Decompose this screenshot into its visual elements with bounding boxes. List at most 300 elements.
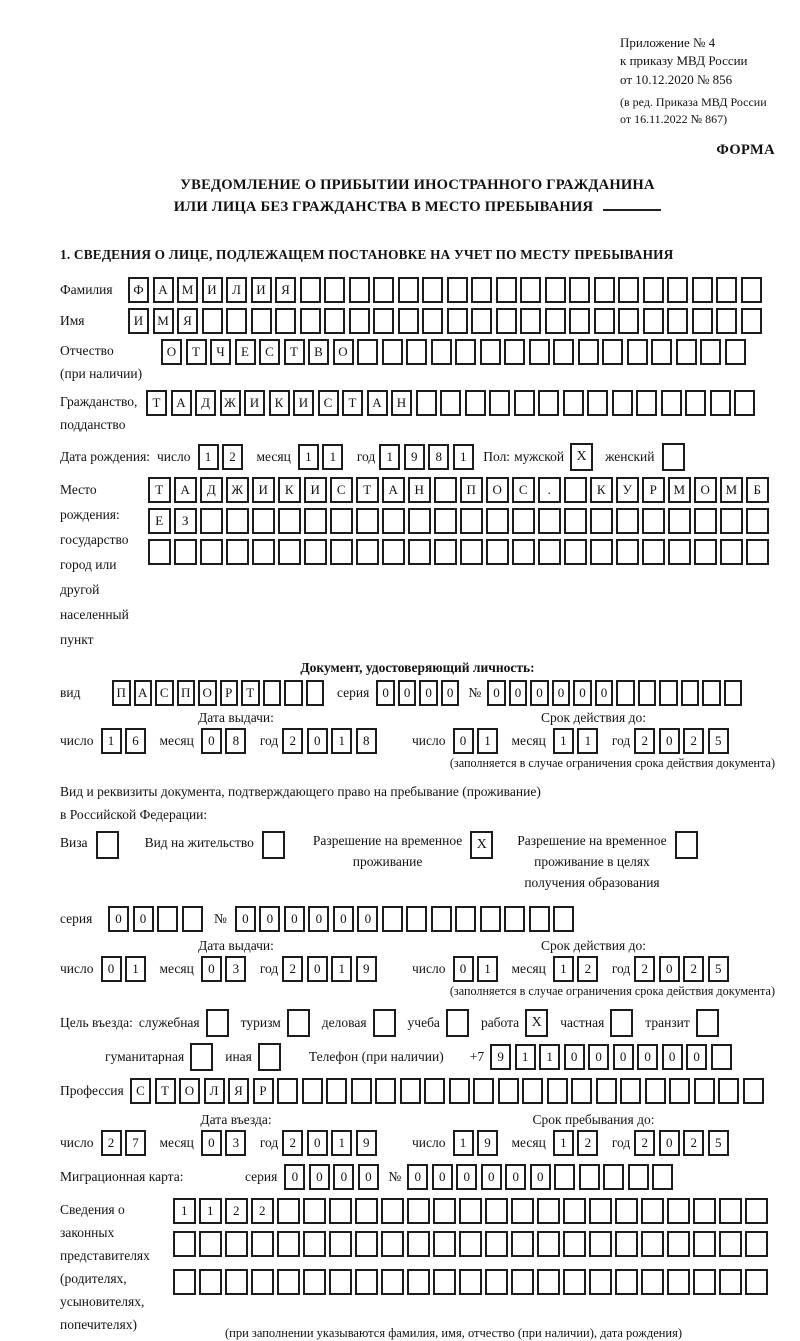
char-cell[interactable]: К <box>590 477 613 503</box>
char-cell[interactable]: О <box>198 680 217 706</box>
char-cell[interactable] <box>304 508 327 534</box>
char-cell[interactable]: 0 <box>398 680 417 706</box>
char-cell[interactable] <box>278 539 301 565</box>
char-cell[interactable]: С <box>330 477 353 503</box>
char-cell[interactable]: А <box>153 277 174 303</box>
char-cell[interactable]: Я <box>177 308 198 334</box>
char-cell[interactable]: И <box>244 390 265 416</box>
char-cell[interactable]: Т <box>356 477 379 503</box>
char-cell[interactable]: 0 <box>309 1164 330 1190</box>
char-cell[interactable] <box>200 539 223 565</box>
char-cell[interactable]: 0 <box>588 1044 609 1070</box>
char-cell[interactable] <box>511 1231 534 1257</box>
char-cell[interactable]: 2 <box>577 956 598 982</box>
char-cell[interactable] <box>718 1078 739 1104</box>
char-cell[interactable] <box>275 308 296 334</box>
char-cell[interactable] <box>594 277 615 303</box>
char-cell[interactable] <box>263 680 282 706</box>
char-cell[interactable] <box>485 1269 508 1295</box>
char-cell[interactable]: 2 <box>577 1130 598 1156</box>
char-cell[interactable] <box>589 1269 612 1295</box>
char-cell[interactable]: 9 <box>356 1130 377 1156</box>
char-cell[interactable]: 1 <box>322 444 343 470</box>
char-cell[interactable]: 1 <box>173 1198 196 1224</box>
char-cell[interactable]: 8 <box>225 728 246 754</box>
char-cell[interactable]: 1 <box>515 1044 536 1070</box>
char-cell[interactable]: Т <box>284 339 305 365</box>
char-cell[interactable] <box>537 1269 560 1295</box>
char-cell[interactable]: Е <box>235 339 256 365</box>
char-cell[interactable] <box>512 508 535 534</box>
char-cell[interactable]: 2 <box>683 956 704 982</box>
checkbox-tourism[interactable] <box>287 1009 310 1037</box>
char-cell[interactable] <box>594 308 615 334</box>
char-cell[interactable] <box>538 508 561 534</box>
char-cell[interactable]: 0 <box>530 1164 551 1190</box>
char-cell[interactable]: Я <box>275 277 296 303</box>
char-cell[interactable] <box>694 1078 715 1104</box>
char-cell[interactable]: 2 <box>225 1198 248 1224</box>
char-cell[interactable]: 0 <box>613 1044 634 1070</box>
char-cell[interactable] <box>434 477 457 503</box>
char-cell[interactable]: 0 <box>333 1164 354 1190</box>
char-cell[interactable] <box>545 308 566 334</box>
char-cell[interactable] <box>251 1231 274 1257</box>
char-cell[interactable]: Р <box>642 477 665 503</box>
char-cell[interactable]: 7 <box>125 1130 146 1156</box>
char-cell[interactable]: 2 <box>101 1130 122 1156</box>
char-cell[interactable]: 0 <box>201 956 222 982</box>
char-cell[interactable] <box>563 1198 586 1224</box>
char-cell[interactable]: П <box>177 680 196 706</box>
char-cell[interactable] <box>661 390 682 416</box>
char-cell[interactable] <box>545 277 566 303</box>
char-cell[interactable] <box>349 308 370 334</box>
char-cell[interactable]: 2 <box>683 728 704 754</box>
char-cell[interactable]: Я <box>228 1078 249 1104</box>
char-cell[interactable] <box>303 1269 326 1295</box>
char-cell[interactable] <box>356 508 379 534</box>
char-cell[interactable] <box>277 1198 300 1224</box>
char-cell[interactable] <box>651 339 672 365</box>
char-cell[interactable] <box>511 1198 534 1224</box>
char-cell[interactable] <box>537 1231 560 1257</box>
char-cell[interactable] <box>277 1078 298 1104</box>
char-cell[interactable]: Н <box>408 477 431 503</box>
char-cell[interactable]: 0 <box>481 1164 502 1190</box>
char-cell[interactable] <box>667 1269 690 1295</box>
char-cell[interactable]: 0 <box>456 1164 477 1190</box>
char-cell[interactable] <box>564 477 587 503</box>
char-cell[interactable]: Н <box>391 390 412 416</box>
char-cell[interactable]: 0 <box>637 1044 658 1070</box>
char-cell[interactable]: 1 <box>453 1130 474 1156</box>
char-cell[interactable] <box>564 508 587 534</box>
char-cell[interactable]: 2 <box>251 1198 274 1224</box>
char-cell[interactable] <box>537 1198 560 1224</box>
char-cell[interactable]: 1 <box>331 956 352 982</box>
char-cell[interactable]: 2 <box>282 728 303 754</box>
char-cell[interactable] <box>306 680 325 706</box>
char-cell[interactable]: П <box>460 477 483 503</box>
char-cell[interactable]: 1 <box>477 956 498 982</box>
char-cell[interactable] <box>685 390 706 416</box>
char-cell[interactable] <box>381 1231 404 1257</box>
char-cell[interactable]: М <box>177 277 198 303</box>
char-cell[interactable] <box>199 1231 222 1257</box>
char-cell[interactable] <box>277 1269 300 1295</box>
char-cell[interactable]: А <box>382 477 405 503</box>
char-cell[interactable] <box>226 539 249 565</box>
char-cell[interactable]: 9 <box>356 956 377 982</box>
char-cell[interactable]: 0 <box>358 1164 379 1190</box>
char-cell[interactable] <box>745 1231 768 1257</box>
char-cell[interactable] <box>538 539 561 565</box>
char-cell[interactable]: 0 <box>307 728 328 754</box>
char-cell[interactable]: 1 <box>539 1044 560 1070</box>
char-cell[interactable]: 0 <box>133 906 154 932</box>
char-cell[interactable] <box>716 308 737 334</box>
char-cell[interactable]: И <box>202 277 223 303</box>
char-cell[interactable]: 0 <box>453 956 474 982</box>
char-cell[interactable] <box>514 390 535 416</box>
char-cell[interactable]: 1 <box>577 728 598 754</box>
char-cell[interactable] <box>277 1231 300 1257</box>
char-cell[interactable] <box>693 1231 716 1257</box>
char-cell[interactable] <box>329 1269 352 1295</box>
char-cell[interactable] <box>302 1078 323 1104</box>
char-cell[interactable]: Т <box>146 390 167 416</box>
char-cell[interactable]: 0 <box>441 680 460 706</box>
char-cell[interactable]: Ч <box>210 339 231 365</box>
char-cell[interactable]: Д <box>195 390 216 416</box>
char-cell[interactable] <box>449 1078 470 1104</box>
char-cell[interactable] <box>741 277 762 303</box>
char-cell[interactable]: С <box>259 339 280 365</box>
char-cell[interactable] <box>668 508 691 534</box>
char-cell[interactable] <box>485 1198 508 1224</box>
char-cell[interactable]: 1 <box>553 728 574 754</box>
char-cell[interactable] <box>579 1164 600 1190</box>
char-cell[interactable]: 1 <box>379 444 400 470</box>
char-cell[interactable] <box>529 339 550 365</box>
char-cell[interactable] <box>330 508 353 534</box>
char-cell[interactable] <box>202 308 223 334</box>
char-cell[interactable]: К <box>278 477 301 503</box>
char-cell[interactable] <box>615 1231 638 1257</box>
char-cell[interactable] <box>157 906 178 932</box>
char-cell[interactable]: 0 <box>101 956 122 982</box>
char-cell[interactable]: 0 <box>509 680 528 706</box>
char-cell[interactable] <box>538 390 559 416</box>
char-cell[interactable] <box>553 339 574 365</box>
char-cell[interactable]: Т <box>241 680 260 706</box>
char-cell[interactable] <box>225 1269 248 1295</box>
char-cell[interactable]: А <box>134 680 153 706</box>
checkbox-edu-permit[interactable] <box>675 831 698 859</box>
char-cell[interactable] <box>612 390 633 416</box>
char-cell[interactable] <box>692 308 713 334</box>
char-cell[interactable] <box>652 1164 673 1190</box>
char-cell[interactable] <box>587 390 608 416</box>
char-cell[interactable] <box>251 308 272 334</box>
char-cell[interactable]: М <box>153 308 174 334</box>
checkbox-visa[interactable] <box>96 831 119 859</box>
char-cell[interactable] <box>349 277 370 303</box>
char-cell[interactable] <box>702 680 721 706</box>
char-cell[interactable]: 3 <box>225 956 246 982</box>
char-cell[interactable]: В <box>308 339 329 365</box>
char-cell[interactable] <box>356 539 379 565</box>
checkbox-study[interactable] <box>446 1009 469 1037</box>
char-cell[interactable]: 2 <box>282 956 303 982</box>
char-cell[interactable]: А <box>174 477 197 503</box>
char-cell[interactable] <box>473 1078 494 1104</box>
char-cell[interactable] <box>496 277 517 303</box>
char-cell[interactable]: И <box>293 390 314 416</box>
char-cell[interactable] <box>398 308 419 334</box>
char-cell[interactable]: У <box>616 477 639 503</box>
char-cell[interactable]: 0 <box>201 728 222 754</box>
checkbox-residence-permit[interactable] <box>262 831 285 859</box>
char-cell[interactable] <box>618 308 639 334</box>
char-cell[interactable] <box>667 277 688 303</box>
char-cell[interactable] <box>431 339 452 365</box>
char-cell[interactable]: 5 <box>708 956 729 982</box>
char-cell[interactable]: 5 <box>708 1130 729 1156</box>
char-cell[interactable]: 1 <box>331 1130 352 1156</box>
char-cell[interactable] <box>355 1231 378 1257</box>
char-cell[interactable]: 2 <box>634 1130 655 1156</box>
char-cell[interactable] <box>520 277 541 303</box>
char-cell[interactable]: Т <box>155 1078 176 1104</box>
char-cell[interactable] <box>326 1078 347 1104</box>
char-cell[interactable]: Т <box>148 477 171 503</box>
char-cell[interactable] <box>745 1269 768 1295</box>
char-cell[interactable] <box>571 1078 592 1104</box>
char-cell[interactable]: М <box>720 477 743 503</box>
char-cell[interactable] <box>667 1231 690 1257</box>
char-cell[interactable] <box>496 308 517 334</box>
char-cell[interactable]: 9 <box>404 444 425 470</box>
char-cell[interactable] <box>173 1269 196 1295</box>
checkbox-temp-permit[interactable]: X <box>470 831 493 859</box>
char-cell[interactable] <box>173 1231 196 1257</box>
char-cell[interactable] <box>303 1231 326 1257</box>
char-cell[interactable] <box>504 906 525 932</box>
char-cell[interactable] <box>471 277 492 303</box>
char-cell[interactable]: 1 <box>298 444 319 470</box>
char-cell[interactable]: 0 <box>487 680 506 706</box>
char-cell[interactable]: 9 <box>477 1130 498 1156</box>
char-cell[interactable] <box>355 1269 378 1295</box>
char-cell[interactable] <box>303 1198 326 1224</box>
char-cell[interactable] <box>278 508 301 534</box>
char-cell[interactable]: Ф <box>128 277 149 303</box>
char-cell[interactable] <box>746 539 769 565</box>
char-cell[interactable]: 5 <box>708 728 729 754</box>
char-cell[interactable]: А <box>171 390 192 416</box>
char-cell[interactable] <box>351 1078 372 1104</box>
char-cell[interactable]: 0 <box>333 906 354 932</box>
char-cell[interactable] <box>745 1198 768 1224</box>
char-cell[interactable] <box>668 539 691 565</box>
char-cell[interactable] <box>373 277 394 303</box>
char-cell[interactable] <box>434 508 457 534</box>
char-cell[interactable] <box>719 1269 742 1295</box>
char-cell[interactable]: П <box>112 680 131 706</box>
char-cell[interactable]: Р <box>253 1078 274 1104</box>
char-cell[interactable]: Д <box>200 477 223 503</box>
char-cell[interactable] <box>628 1164 649 1190</box>
char-cell[interactable] <box>720 508 743 534</box>
char-cell[interactable]: Ж <box>226 477 249 503</box>
char-cell[interactable] <box>641 1269 664 1295</box>
char-cell[interactable] <box>251 1269 274 1295</box>
char-cell[interactable] <box>641 1198 664 1224</box>
char-cell[interactable]: 0 <box>407 1164 428 1190</box>
char-cell[interactable] <box>719 1198 742 1224</box>
char-cell[interactable]: 1 <box>101 728 122 754</box>
char-cell[interactable] <box>460 539 483 565</box>
char-cell[interactable] <box>743 1078 764 1104</box>
char-cell[interactable] <box>375 1078 396 1104</box>
char-cell[interactable] <box>407 1269 430 1295</box>
char-cell[interactable] <box>694 508 717 534</box>
char-cell[interactable]: 0 <box>308 906 329 932</box>
char-cell[interactable] <box>563 1269 586 1295</box>
char-cell[interactable]: 0 <box>505 1164 526 1190</box>
char-cell[interactable] <box>564 539 587 565</box>
char-cell[interactable] <box>416 390 437 416</box>
char-cell[interactable] <box>694 539 717 565</box>
char-cell[interactable] <box>693 1198 716 1224</box>
char-cell[interactable] <box>616 539 639 565</box>
char-cell[interactable]: С <box>512 477 535 503</box>
char-cell[interactable] <box>615 1269 638 1295</box>
char-cell[interactable]: 0 <box>432 1164 453 1190</box>
char-cell[interactable]: 1 <box>453 444 474 470</box>
char-cell[interactable] <box>719 1231 742 1257</box>
char-cell[interactable] <box>590 539 613 565</box>
char-cell[interactable]: О <box>179 1078 200 1104</box>
char-cell[interactable]: 0 <box>595 680 614 706</box>
char-cell[interactable]: 0 <box>659 1130 680 1156</box>
char-cell[interactable] <box>618 277 639 303</box>
char-cell[interactable]: 1 <box>198 444 219 470</box>
char-cell[interactable] <box>590 508 613 534</box>
char-cell[interactable] <box>329 1198 352 1224</box>
char-cell[interactable]: Б <box>746 477 769 503</box>
char-cell[interactable] <box>226 508 249 534</box>
char-cell[interactable] <box>692 277 713 303</box>
char-cell[interactable] <box>407 1231 430 1257</box>
char-cell[interactable] <box>422 277 443 303</box>
char-cell[interactable]: 0 <box>552 680 571 706</box>
char-cell[interactable] <box>642 508 665 534</box>
char-cell[interactable]: 2 <box>282 1130 303 1156</box>
char-cell[interactable]: 1 <box>125 956 146 982</box>
char-cell[interactable]: З <box>174 508 197 534</box>
char-cell[interactable]: О <box>694 477 717 503</box>
char-cell[interactable] <box>616 508 639 534</box>
char-cell[interactable]: Е <box>148 508 171 534</box>
char-cell[interactable]: 0 <box>573 680 592 706</box>
char-cell[interactable]: И <box>251 277 272 303</box>
char-cell[interactable]: 0 <box>307 956 328 982</box>
char-cell[interactable] <box>433 1269 456 1295</box>
char-cell[interactable] <box>563 390 584 416</box>
char-cell[interactable]: М <box>668 477 691 503</box>
char-cell[interactable] <box>485 1231 508 1257</box>
char-cell[interactable] <box>724 680 743 706</box>
char-cell[interactable] <box>398 277 419 303</box>
checkbox-work[interactable]: X <box>525 1009 548 1037</box>
char-cell[interactable] <box>486 508 509 534</box>
char-cell[interactable] <box>381 1269 404 1295</box>
char-cell[interactable] <box>174 539 197 565</box>
char-cell[interactable] <box>615 1198 638 1224</box>
char-cell[interactable] <box>459 1231 482 1257</box>
char-cell[interactable] <box>480 339 501 365</box>
char-cell[interactable] <box>300 277 321 303</box>
char-cell[interactable]: 0 <box>419 680 438 706</box>
checkbox-humanitarian[interactable] <box>190 1043 213 1071</box>
char-cell[interactable] <box>182 906 203 932</box>
char-cell[interactable] <box>681 680 700 706</box>
char-cell[interactable] <box>373 308 394 334</box>
char-cell[interactable] <box>304 539 327 565</box>
char-cell[interactable]: 0 <box>201 1130 222 1156</box>
char-cell[interactable]: 0 <box>659 728 680 754</box>
checkbox-male[interactable]: X <box>570 443 593 471</box>
char-cell[interactable]: 0 <box>108 906 129 932</box>
char-cell[interactable]: 1 <box>553 1130 574 1156</box>
char-cell[interactable] <box>408 508 431 534</box>
char-cell[interactable] <box>725 339 746 365</box>
char-cell[interactable] <box>433 1231 456 1257</box>
char-cell[interactable] <box>324 277 345 303</box>
char-cell[interactable] <box>589 1231 612 1257</box>
char-cell[interactable] <box>431 906 452 932</box>
char-cell[interactable]: И <box>252 477 275 503</box>
checkbox-private[interactable] <box>610 1009 633 1037</box>
char-cell[interactable] <box>486 539 509 565</box>
char-cell[interactable] <box>667 308 688 334</box>
char-cell[interactable]: 8 <box>356 728 377 754</box>
char-cell[interactable]: Р <box>220 680 239 706</box>
char-cell[interactable]: 8 <box>428 444 449 470</box>
char-cell[interactable]: Л <box>226 277 247 303</box>
char-cell[interactable] <box>455 906 476 932</box>
char-cell[interactable]: 0 <box>453 728 474 754</box>
char-cell[interactable] <box>602 339 623 365</box>
char-cell[interactable] <box>489 390 510 416</box>
char-cell[interactable] <box>734 390 755 416</box>
char-cell[interactable] <box>520 308 541 334</box>
char-cell[interactable] <box>553 906 574 932</box>
char-cell[interactable] <box>669 1078 690 1104</box>
char-cell[interactable]: 0 <box>259 906 280 932</box>
char-cell[interactable]: 2 <box>634 728 655 754</box>
char-cell[interactable] <box>616 680 635 706</box>
char-cell[interactable] <box>511 1269 534 1295</box>
char-cell[interactable] <box>422 308 443 334</box>
char-cell[interactable] <box>465 390 486 416</box>
char-cell[interactable] <box>504 339 525 365</box>
char-cell[interactable] <box>710 390 731 416</box>
char-cell[interactable] <box>554 1164 575 1190</box>
